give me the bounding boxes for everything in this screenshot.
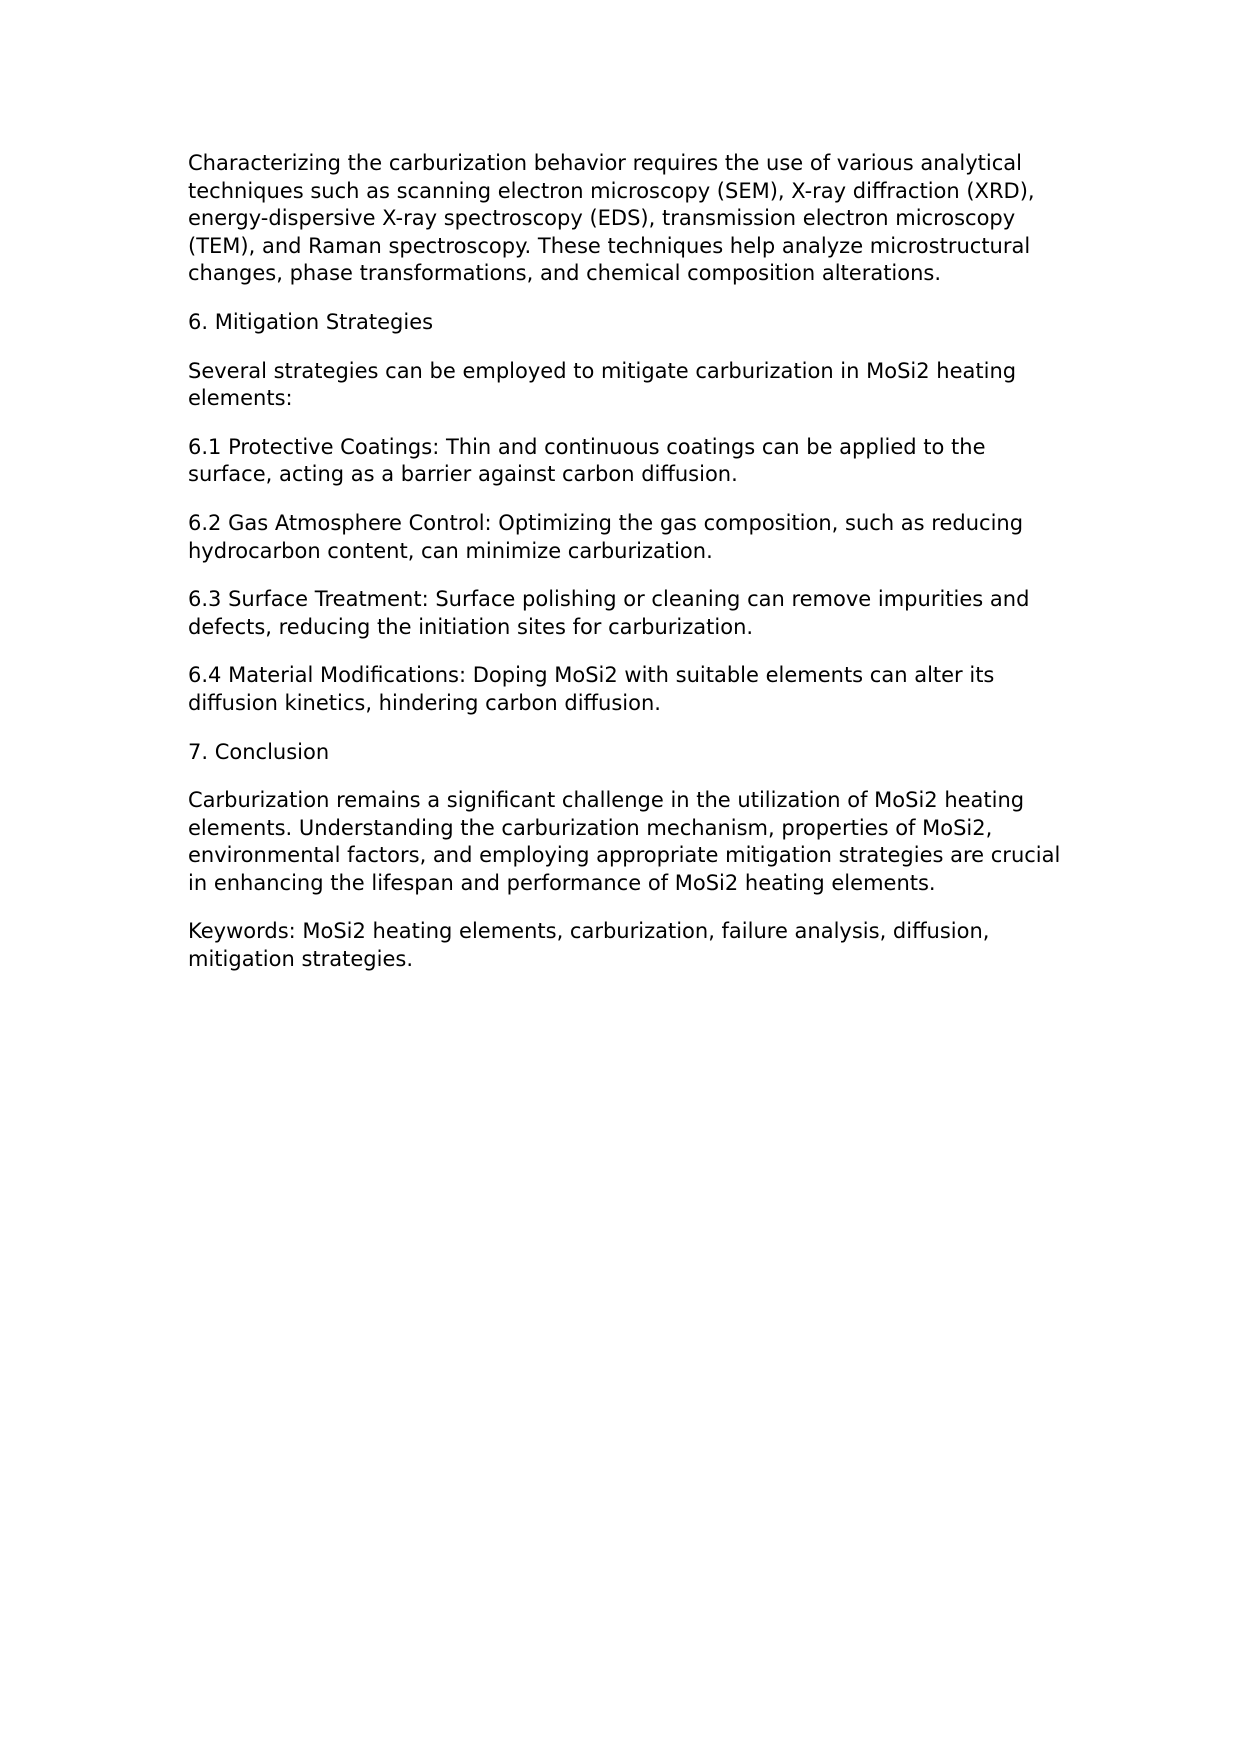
section-heading-conclusion: 7. Conclusion xyxy=(188,739,330,764)
document-body xyxy=(188,150,1068,995)
material-modifications-paragraph: 6.4 Material Modifications: Doping MoSi2 with suitable elements can alter its diffusion kinetics, hindering carbon diffusion. xyxy=(188,663,995,715)
conclusion-paragraph: Carburization remains a significant challenge in the utilization of MoSi2 heating elements. Understanding the carburization mechanism, properties of MoSi2, environmental factors, and employing appropriate mitigation strategies are crucial in enhancing the lifespan and performance of MoSi2 heating elements. xyxy=(188,788,1061,895)
section-heading-mitigation: 6. Mitigation Strategies xyxy=(188,309,434,334)
surface-treatment-paragraph: 6.3 Surface Treatment: Surface polishing or cleaning can remove impurities and defects, reducing the initiation sites for carburization. xyxy=(188,587,1030,639)
keywords-paragraph: Keywords: MoSi2 heating elements, carburization, failure analysis, diffusion, mitigation strategies. xyxy=(188,919,990,972)
protective-coatings-paragraph: 6.1 Protective Coatings: Thin and continuous coatings can be applied to the surface, acting as a barrier against carbon diffusion. xyxy=(188,434,986,487)
mitigation-intro-paragraph: Several strategies can be employed to mitigate carburization in MoSi2 heating elements: xyxy=(188,358,1017,411)
gas-atmosphere-paragraph: 6.2 Gas Atmosphere Control: Optimizing the gas composition, such as reducing hydrocarbon content, can minimize carburization. xyxy=(188,510,1024,563)
characterization-paragraph: Characterizing the carburization behavior requires the use of various analytical techniques such as scanning electron microscopy (SEM), X-ray diffraction (XRD), energy-dispersive X-ray spectroscopy (EDS), transmission electron microscopy (TEM), and Raman spectroscopy. These techniques help analyze microstructural changes, phase transformations, and chemical composition alterations. xyxy=(188,151,1035,286)
